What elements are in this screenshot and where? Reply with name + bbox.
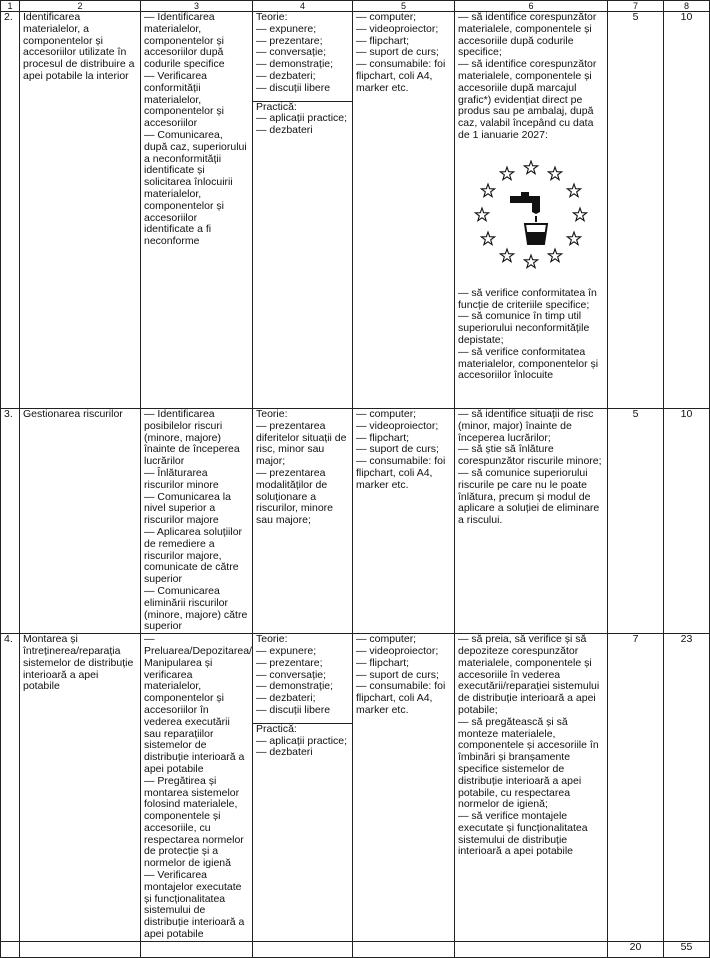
list-item: — suport de curs; xyxy=(356,46,439,59)
teorie-list xyxy=(256,24,352,95)
teorie-list xyxy=(256,421,349,527)
list-item: — demonstrație; xyxy=(256,58,334,71)
hours-theory: 5 xyxy=(608,12,664,409)
list-item: — dezbateri; xyxy=(256,692,316,705)
list-item: — consumabile: foi flipchart, coli A4, marker etc. xyxy=(356,58,446,94)
resources-list xyxy=(353,409,455,634)
practica-block xyxy=(253,101,353,137)
list-item: — consumabile: foi flipchart, coli A4, marker etc. xyxy=(356,455,446,491)
list-item: — Comunicarea la nivel superior a riscurilor majore xyxy=(144,490,231,527)
list-item: — să verifice conformitatea materialelor, componentelor și accesoriilor înlocuite xyxy=(458,345,599,382)
header-cell: 8 xyxy=(664,1,710,12)
list-item: — Aplicarea soluțiilor de remediere a riscurilor majore, comunicate de către superior xyxy=(144,525,243,586)
hours-theory: 5 xyxy=(608,409,664,634)
list-item: — Verificarea conformității materialelor, componentelor și accesoriilor xyxy=(144,69,224,130)
table-row xyxy=(1,12,710,409)
criteria-cell xyxy=(455,12,608,409)
list-item: — aplicații practice; xyxy=(256,734,348,747)
header-cell: 3 xyxy=(141,1,253,12)
list-item: — să identifice corespunzător materialele, componentele și accesoriile după codurile specifice; xyxy=(458,11,597,59)
teorie-label: Teorie: xyxy=(256,408,288,420)
list-item: — videoproiector; xyxy=(356,644,439,657)
list-item: — Identificarea posibilelor riscuri (minore, majore) înainte de începerea lucrărilor xyxy=(144,408,240,468)
header-cell: 6 xyxy=(455,1,608,12)
header-cell: 4 xyxy=(253,1,353,12)
list-item: — Comunicarea eliminării riscurilor (minore, majore) către superior xyxy=(144,584,248,633)
unit-title: Identificarea materialelor, a componentelor și accesoriilor utilizate în procesul de distribuire a apei potabile la interior xyxy=(20,12,141,409)
content-list xyxy=(141,634,253,942)
methods-cell xyxy=(253,409,353,634)
empty-cell xyxy=(353,941,455,957)
criteria-list xyxy=(455,409,608,634)
teorie-list xyxy=(256,646,352,717)
header-cell: 5 xyxy=(353,1,455,12)
list-item: — videoproiector; xyxy=(356,22,439,35)
table-row xyxy=(1,409,710,634)
list-item: — suport de curs; xyxy=(356,443,439,456)
list-item: — prezentare; xyxy=(256,34,323,47)
list-item: — computer; xyxy=(356,408,417,420)
list-item: — expunere; xyxy=(256,644,317,657)
teorie-label: Teorie: xyxy=(256,633,288,646)
unit-title: Montarea și întreținerea/reparația sistemelor de distribuție interioară a apei potabile xyxy=(20,634,141,942)
list-item: — să verifice montajele executate și funcționalitatea sistemului de distribuție interioară a apei potabile xyxy=(458,810,588,858)
list-item: — aplicații practice; xyxy=(256,112,348,125)
content-list xyxy=(141,12,253,409)
empty-cell xyxy=(20,941,141,957)
row-number: 3. xyxy=(1,409,20,634)
hours-theory: 7 xyxy=(608,634,664,942)
resources-list xyxy=(353,12,455,409)
hours-practice: 23 xyxy=(664,634,710,942)
list-item: — să comunice în timp util superiorului neconformitățile depistate; xyxy=(458,310,590,346)
criteria-list xyxy=(455,634,608,942)
list-item: — să preia, să verifice și să depoziteze corespunzător materialele, componentele și accesoriile în vederea executării/reparației sistemului de distribuție interioară a apei potabile; xyxy=(458,633,600,716)
list-item: — computer; xyxy=(356,633,417,646)
content-list xyxy=(141,409,253,634)
list-item: — computer; xyxy=(356,11,417,23)
list-item: — prezentarea diferitelor situații de risc, minor sau major; xyxy=(256,419,347,468)
list-item: — Pregătirea și montarea sistemelor folosind materialele, componentele și accesoriile, cu respectarea normelor de protecție și a normelor de igienă xyxy=(144,774,244,870)
practica-block xyxy=(253,723,353,759)
header-cell: 2 xyxy=(20,1,141,12)
list-item: — conversație; xyxy=(256,46,327,59)
empty-cell xyxy=(1,941,20,957)
list-item: — să știe să înlăture corespunzător riscurile minore; xyxy=(458,443,602,468)
list-item: — să identifice corespunzător materialele, componentele și accesoriile după marcajul grafic*) evidențiat direct pe produs sau pe ambalaj, după caz, valabil începând cu data de 1 ianuarie 2027: xyxy=(458,58,597,141)
list-item: — prezentarea modalităților de soluționare a riscurilor, minore sau majore; xyxy=(256,466,334,527)
totals-row xyxy=(1,941,710,957)
criteria-list-b xyxy=(458,288,604,382)
list-item: — demonstrație; xyxy=(256,680,334,693)
list-item: — să identifice situații de risc (minor, major) înainte de începerea lucrărilor; xyxy=(458,408,594,444)
total-practice: 55 xyxy=(664,941,710,957)
list-item: — suport de curs; xyxy=(356,668,439,681)
empty-cell xyxy=(455,941,608,957)
list-item: — să comunice superiorului riscurile pe care nu le poate înlătura, precum și modul de aplicare a soluției de eliminare a riscului. xyxy=(458,466,600,527)
list-item: — dezbateri xyxy=(256,124,313,137)
teorie-label: Teorie: xyxy=(256,11,288,23)
total-theory: 20 xyxy=(608,941,664,957)
list-item: — prezentare; xyxy=(256,656,323,669)
list-item: — expunere; xyxy=(256,22,317,35)
list-item: — să verifice conformitatea în funcție de criteriile specifice; xyxy=(458,286,597,311)
methods-cell xyxy=(253,12,353,409)
practica-list xyxy=(256,113,352,137)
empty-cell xyxy=(141,941,253,957)
resources-list xyxy=(353,634,455,942)
list-item: — să pregătească și să monteze materialele, componentele și accesoriile în îmbinări și branșamente specifice sistemelor de distribuție interioară a apei potabile, cu respectarea normelor de igienă; xyxy=(458,715,599,811)
methods-cell xyxy=(253,634,353,942)
list-item: — Verificarea montajelor executate și funcționalitatea sistemului de distribuție interioară a apei potabile xyxy=(144,869,245,941)
list-item: — flipchart; xyxy=(356,656,410,669)
practica-label: Practică: xyxy=(256,722,297,735)
drinking-water-eu-emblem-icon xyxy=(470,160,592,270)
header-row xyxy=(1,1,710,12)
list-item: — dezbateri xyxy=(256,746,313,759)
list-item: — conversație; xyxy=(256,668,327,681)
list-item: — Comunicarea, după caz, superiorului a neconformității identificate și solicitarea înlocuirii materialelor, componentelor și accesoriilor identificate a fi neconforme xyxy=(144,128,247,248)
list-item: — flipchart; xyxy=(356,34,410,47)
list-item: — Preluarea/Depozitarea/ Manipularea și verificarea materialelor, componentelor și accesoriilor în vederea executării sau reparațiilor sistemelor de distribuție interioară a apei potabile xyxy=(144,633,252,775)
empty-cell xyxy=(253,941,353,957)
unit-title: Gestionarea riscurilor xyxy=(20,409,141,634)
header-cell: 7 xyxy=(608,1,664,12)
row-number: 2. xyxy=(1,12,20,409)
practica-list xyxy=(256,736,352,760)
table-row xyxy=(1,634,710,942)
practica-label: Practică: xyxy=(256,100,297,113)
hours-practice: 10 xyxy=(664,12,710,409)
list-item: — flipchart; xyxy=(356,431,410,444)
list-item: — Înlăturarea riscurilor minore xyxy=(144,466,219,491)
hours-practice: 10 xyxy=(664,409,710,634)
list-item: — dezbateri; xyxy=(256,69,316,82)
list-item: — discuții libere xyxy=(256,81,331,94)
list-item: — videoproiector; xyxy=(356,419,439,432)
criteria-list-a xyxy=(458,12,604,142)
header-cell: 1 xyxy=(1,1,20,12)
list-item: — consumabile: foi flipchart, coli A4, marker etc. xyxy=(356,680,446,716)
list-item: — Identificarea materialelor, componentelor și accesoriilor după codurile specifice xyxy=(144,11,225,71)
row-number: 4. xyxy=(1,634,20,942)
list-item: — discuții libere xyxy=(256,703,331,716)
